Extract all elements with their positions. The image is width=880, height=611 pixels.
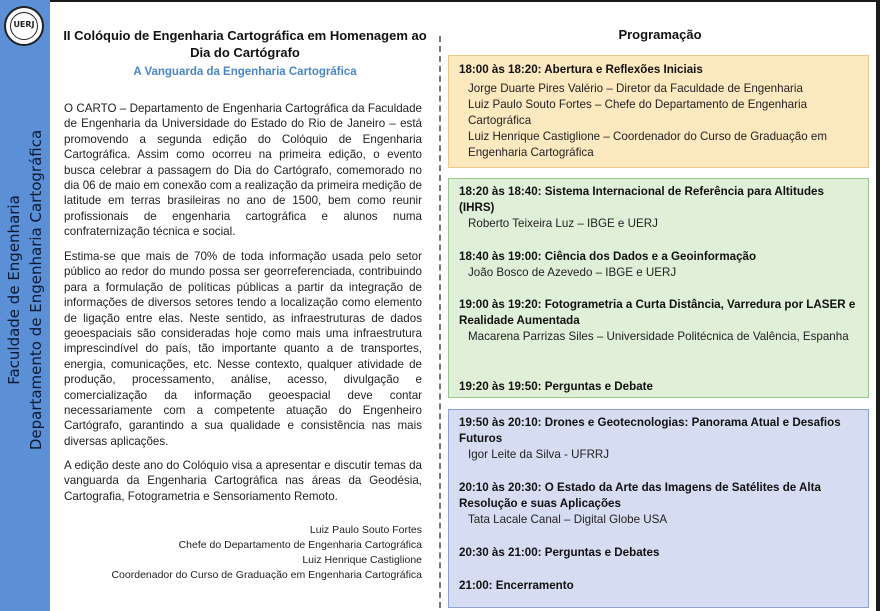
seal-monogram: UERJ: [13, 20, 35, 29]
program-item: [459, 480, 859, 528]
program-item: [459, 545, 859, 561]
sidebar-faculty-label: Faculdade de Engenharia: [5, 195, 23, 385]
speaker: Macarena Parrizas Siles – Universidade Politécnica de Valência, Espanha: [468, 330, 849, 343]
program-title: Programação: [618, 27, 702, 42]
right-border: [876, 0, 880, 611]
speaker: Luiz Henrique Castiglione – Coordenador do Curso de Graduação em Engenharia Cartográfica: [468, 130, 827, 159]
session-title: 21:00: Encerramento: [459, 579, 574, 592]
speaker: João Bosco de Azevedo – IBGE e UERJ: [468, 266, 677, 279]
program-block-opening: [448, 55, 869, 168]
program-item: [459, 249, 859, 281]
context-paragraph: Estima-se que mais de 70% de toda informação usada pelo setor público ao redor do mundo possa ser georreferenciada, contribuindo para a formulação de políticas públicas a partir da integração de informações de diversos setores tendo a localização como elemento de ligação entre elas. Neste sentido, as infraestruturas de dados geoespaciais são consideradas hoje como mais uma infraestrutura imprescindível do país, tão importante quanto a de transportes, energia, comunicações, etc. Nesse contexto, qualquer atividade de produção, processamento, análise, acesso, divulgação e comercialização da informação geoespacial deve contar necessariamente com a competente atuação do Engenheiro Cartógrafo, garantindo a sua qualidade e consistência nas mais diversas aplicações.: [64, 250, 422, 448]
signature-role: Chefe do Departamento de Engenharia Cartográfica: [178, 539, 422, 551]
session-title: 18:20 às 18:40: Sistema Internacional de Referência para Altitudes (IHRS): [459, 185, 824, 214]
speaker: Luiz Paulo Souto Fortes – Chefe do Departamento de Engenharia Cartográfica: [468, 98, 808, 127]
speaker: Tata Lacale Canal – Digital Globe USA: [468, 513, 668, 526]
program-item: [459, 62, 859, 161]
sidebar-department-label: Departamento de Engenharia Cartográfica: [27, 129, 45, 451]
program-item: [459, 184, 859, 232]
session-title: 18:00 às 18:20: Abertura e Reflexões Iniciais: [459, 63, 703, 76]
signature-block: [60, 523, 422, 583]
goal-paragraph: A edição deste ano do Colóquio visa a apresentar e discutir temas da vanguarda da Engenharia Cartográfica nas áreas da Geodésia, Cartografia, Fotogrametria e Sensoriamento Remoto.: [64, 459, 422, 503]
intro-paragraph: O CARTO – Departamento de Engenharia Cartográfica da Faculdade de Engenharia da Universidade do Estado do Rio de Janeiro – está promovendo a segunda edição do Colóquio de Engenharia Cartográfica. Assim como ocorreu na primeira edição, o evento busca celebrar a passagem do Dia do Cartógrafo, comemorado no dia 06 de maio em conexão com a realização da primeira medição de latitude em terras brasileiras no ano de 1500, bem como reunir profissionais de engenharia cartográfica e alunos numa confraternização técnica e social.: [64, 102, 422, 239]
signature-role: Coordenador do Curso de Graduação em Engenharia Cartográfica: [111, 569, 422, 581]
program-block-first-session: [448, 178, 869, 398]
signature-name: Luiz Henrique Castiglione: [302, 554, 422, 566]
speaker: Igor Leite da Silva - UFRRJ: [468, 448, 610, 461]
speaker: Jorge Duarte Pires Valério – Diretor da Faculdade de Engenharia: [468, 82, 803, 95]
program-item: [459, 297, 859, 345]
program-item: [459, 415, 859, 463]
event-subtitle: A Vanguarda da Engenharia Cartográfica: [133, 66, 357, 78]
session-title: 19:20 às 19:50: Perguntas e Debate: [459, 380, 653, 393]
signature-name: Luiz Paulo Souto Fortes: [309, 524, 422, 536]
program-block-second-session: [448, 409, 869, 608]
session-title: 20:30 às 21:00: Perguntas e Debates: [459, 546, 660, 559]
session-title: 19:00 às 19:20: Fotogrametria a Curta Distância, Varredura por LASER e Realidade Aumentada: [459, 298, 856, 327]
top-border: [0, 0, 880, 2]
session-title: 18:40 às 19:00: Ciência dos Dados e a Geoinformação: [459, 250, 757, 263]
column-divider: [439, 36, 441, 608]
speaker: Roberto Teixeira Luz – IBGE e UERJ: [468, 217, 658, 230]
sidebar: [0, 0, 50, 611]
session-title: 20:10 às 20:30: O Estado da Arte das Imagens de Satélites de Alta Resolução e suas Aplicações: [459, 481, 821, 510]
program-item: [459, 379, 859, 395]
event-title: II Colóquio de Engenharia Cartográfica em Homenagem ao Dia do Cartógrafo: [63, 28, 427, 60]
session-title: 19:50 às 20:10: Drones e Geotecnologias: Panorama Atual e Desafios Futuros: [459, 416, 841, 445]
program-item: [459, 578, 859, 594]
